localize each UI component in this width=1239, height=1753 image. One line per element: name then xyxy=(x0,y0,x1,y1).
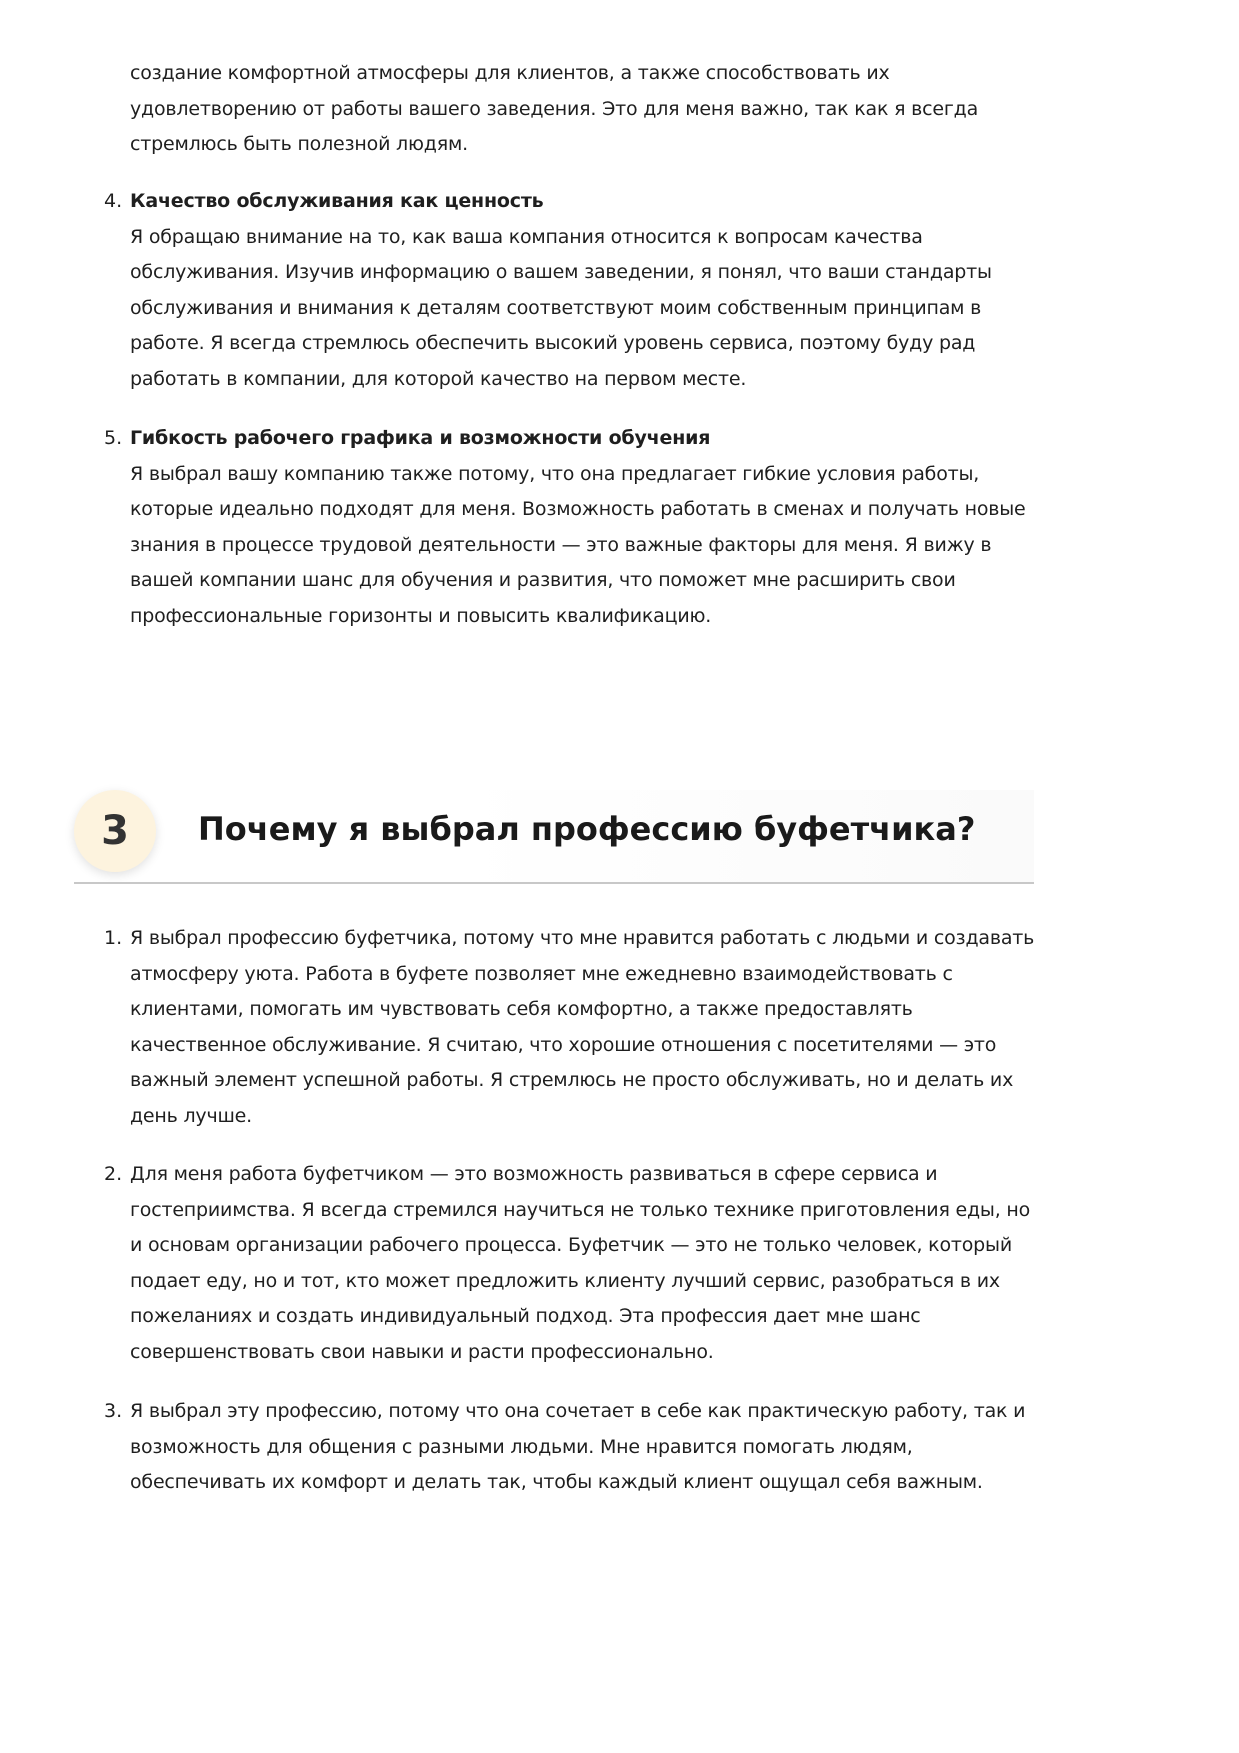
list-item-number: 4. xyxy=(104,190,123,212)
list-item-number: 5. xyxy=(104,427,123,449)
intro-paragraph: создание комфортной атмосферы для клиентов, а также способствовать их удовлетворению от работы вашего заведения. Это для меня важно, так как я всегда стремлюсь быть полезной людям. xyxy=(130,62,979,155)
list-item-number: 1. xyxy=(104,927,123,949)
list-item-text: Я обращаю внимание на то, как ваша компания относится к вопросам качества обслуживания. Изучив информацию о вашем заведении, я понял, что ваши стандарты обслуживания и внимания к деталям соответствуют моим собственным принципам в работе. Я всегда стремлюсь обеспечить высокий уровень сервиса, поэтому буду рад работать в компании, для которой качество на первом месте. xyxy=(130,225,992,390)
list-item-title: Качество обслуживания как ценность xyxy=(130,190,544,212)
list-item-text: Я выбрал эту профессию, потому что она сочетает в себе как практическую работу, так и возможность для общения с разными людьми. Мне нравится помогать людям, обеспечивать их комфорт и делать так, чтобы каждый клиент ощущал себя важным. xyxy=(130,1400,1026,1493)
list-item xyxy=(104,921,1039,1134)
list-item xyxy=(104,184,1039,397)
list-item-text: Я выбрал вашу компанию также потому, что она предлагает гибкие условия работы, которые идеально подходят для меня. Возможность работать в сменах и получать новые знания в процессе трудовой деятельности — это важные факторы для меня. Я вижу в вашей компании шанс для обучения и развития, что поможет мне расширить свои профессиональные горизонты и повысить квалификацию. xyxy=(130,462,1026,627)
list-item-title: Гибкость рабочего графика и возможности обучения xyxy=(130,427,711,449)
list-item xyxy=(104,1157,1039,1370)
list-item-number: 3. xyxy=(104,1400,123,1422)
section-header xyxy=(74,790,1034,884)
list-item-number: 2. xyxy=(104,1163,123,1185)
section-number-badge: 3 xyxy=(74,790,156,872)
list-item-text: Для меня работа буфетчиком — это возможность развиваться в сфере сервиса и гостеприимства. Я всегда стремился научиться не только технике приготовления еды, но и основам организации рабочего процесса. Буфетчик — это не только человек, который подает еду, но и тот, кто может предложить клиенту лучший сервис, разобраться в их пожеланиях и создать индивидуальный подход. Эта профессия дает мне шанс совершенствовать свои навыки и расти профессионально. xyxy=(130,1163,1031,1363)
section-divider xyxy=(74,882,1034,884)
section-title: Почему я выбрал профессию буфетчика? xyxy=(198,810,976,848)
list-item-text: Я выбрал профессию буфетчика, потому что мне нравится работать с людьми и создавать атмосферу уюта. Работа в буфете позволяет мне ежедневно взаимодействовать с клиентами, помогать им чувствовать себя комфортно, а также предоставлять качественное обслуживание. Я считаю, что хорошие отношения с посетителями — это важный элемент успешной работы. Я стремлюсь не просто обслуживать, но и делать их день лучше. xyxy=(130,927,1035,1127)
list-item xyxy=(104,1394,1039,1501)
list-item xyxy=(104,421,1039,634)
